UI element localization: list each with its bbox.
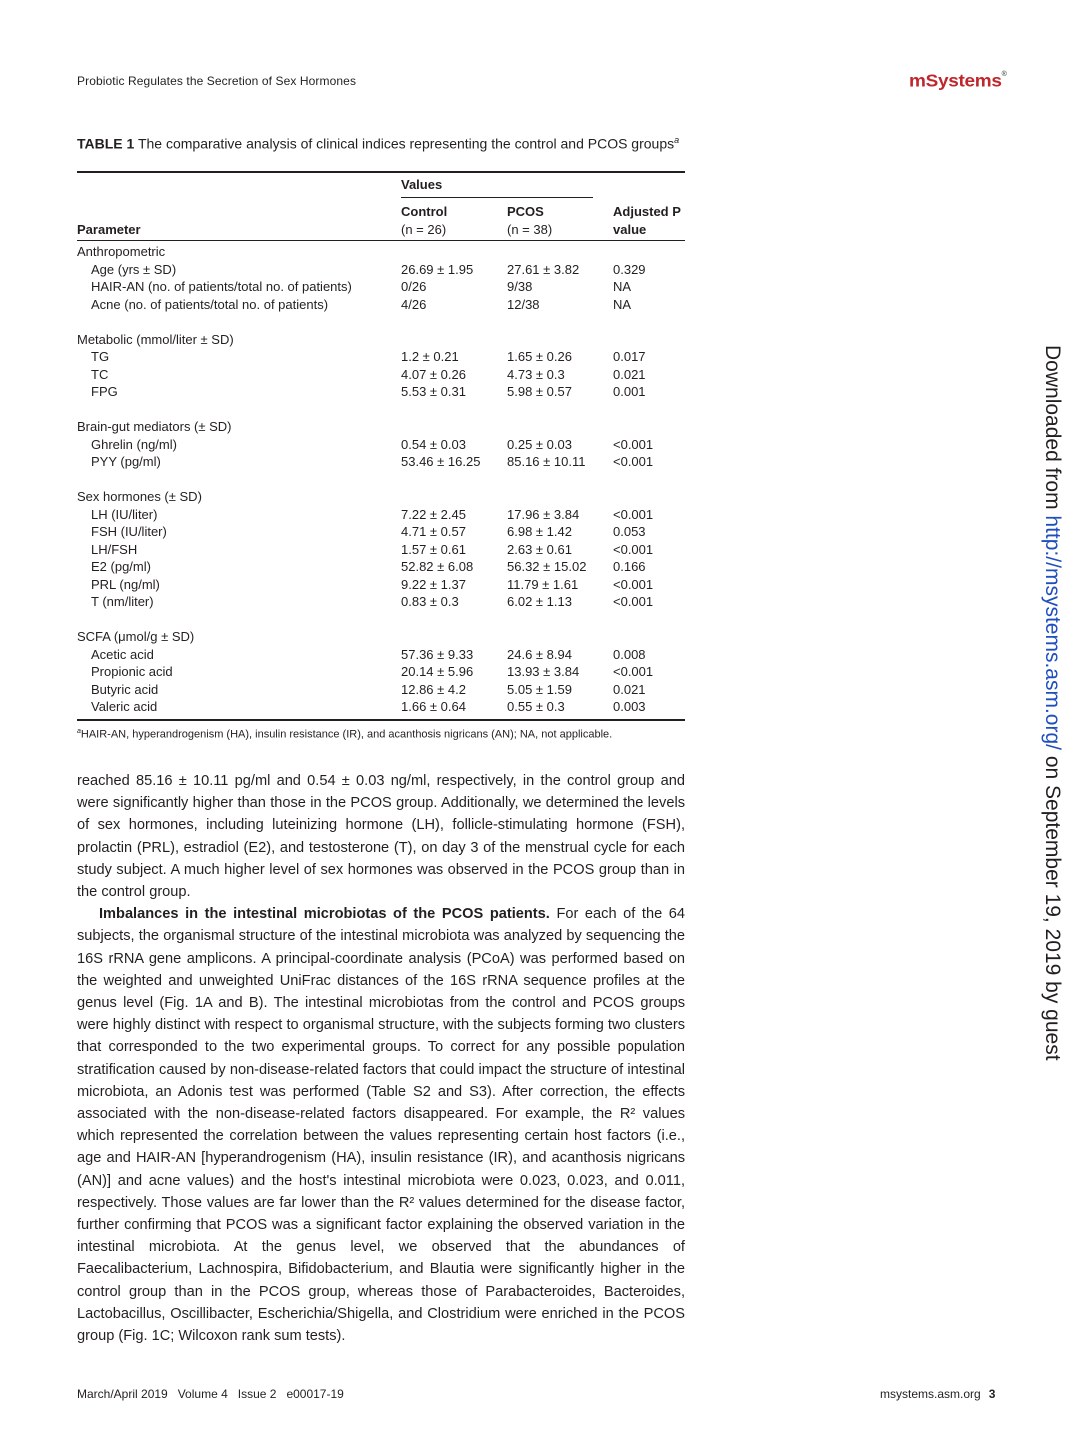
header-adjusted-p: Adjusted P value — [613, 204, 681, 237]
article-body — [77, 770, 685, 1347]
download-watermark: Downloaded from http://msystems.asm.org/ on September 19, 2019 by guest — [1041, 345, 1064, 1061]
body-paragraph: Imbalances in the intestinal microbiotas of the PCOS patients. For each of the 64 subjects, the organismal structure of the intestinal microbiota was analyzed by sequencing the 16S rRNA gene amplicons. A principal-coordinate analysis (PCoA) was performed based on the weighted and unweighted UniFrac distances of the 16S rRNA sequence profiles at the genus level (Fig. 1A and B). The intestinal microbiotas from the control and PCOS groups were highly distinct with respect to organismal structure, with the subjects forming two clusters that corresponded to the two experimental groups. To correct for any possible population stratification caused by non-disease-related factors that could impact the structure of intestinal microbiota, an Adonis test was performed (Table S2 and S3). After correction, the effects associated with the non-disease-related factors disappeared. For example, the R² values which represented the correlation between the values representing certain host factors (i.e., age and HAIR-AN [hyperandrogenism (HA), insulin resistance (IR), and acanthosis nigricans (AN)] and acne values) and the host's intestinal microbiota were 0.023, 0.023, and 0.011, respectively. Those values are far lower than the R² values determined for the disease factor, further confirming that PCOS was a significant factor explaining the observed variation in the intestinal microbiota. At the genus level, we observed that the abundances of Faecalibacterium, Lachnospira, Bifidobacterium, and Blautia were significantly higher in the control group than in the PCOS group, whereas those of Parabacteroides, Bacteroides, Lactobacillus, Oscillibacter, Escherichia/Shigella, and Clostridium were enriched in the PCOS group (Fig. 1C; Wilcoxon rank sum tests). — [77, 906, 685, 1345]
section-heading: Imbalances in the intestinal microbiotas of the PCOS patients. — [99, 906, 550, 923]
table-label: TABLE 1 — [77, 135, 135, 152]
header-values: Values — [401, 177, 443, 192]
download-link[interactable]: http://msystems.asm.org/ — [1041, 515, 1064, 750]
page-number: 3 — [988, 1387, 996, 1401]
table-footnote: $^a$HAIR-AN, hyperandrogenism (HA), insulin resistance (IR), and acanthosis nigricans (AN); NA, not applicable. — [77, 728, 613, 741]
header-control: Control (n = 26) — [401, 204, 448, 237]
table-body: Anthropometric Age (yrs ± SD) 26.69 ± 1.95 27.61 ± 3.82 0.329 HAIR-AN (no. of patients/total no. of patients) 0/26 9/38 NA Acne (no. of patients/total no. of patients) 4/26 12/38 NA Metabolic (mmol/liter ± SD) TG 1.2 ± 0.21 1.65 ± 0.26 0.017 TC 4.07 ± 0.26 4.73 ± 0.3 0.021 FPG 5.53 ± 0.31 5.98 ± 0.57 0.001 Brain-gut mediators (± SD) Ghrelin (ng/ml) 0.54 ± 0.03 0.25 ± 0.03 <0.001 PYY (pg/ml) 53.46 ± 16.25 85.16 ± 10.11 <0.001 Sex hormones (± SD) LH (IU/liter) 7.22 ± 2.45 17.96 ± 3.84 <0.001 FSH (IU/liter) 4.71 ± 0.57 6.98 ± 1.42 0.053 LH/FSH 1.57 ± 0.61 2.63 ± 0.61 <0.001 E2 (pg/ml) 52.82 ± 6.08 56.32 ± 15.02 0.166 PRL (ng/ml) 9.22 ± 1.37 11.79 ± 1.61 <0.001 T (nm/liter) 0.83 ± 0.3 6.02 ± 1.13 <0.001 SCFA (μmol/g ± SD) Acetic acid 57.36 ± 9.33 24.6 ± 8.94 0.008 Propionic acid 20.14 ± 5.96 13.93 ± 3.84 <0.001 Butyric acid 12.86 ± 4.2 5.05 ± 1.59 0.021 Valeric acid 1.66 ± 0.64 0.55 ± 0.3 0.003 — [77, 244, 654, 714]
journal-logo[interactable]: mSystems® — [909, 71, 1007, 92]
header-pcos: PCOS (n = 38) — [507, 204, 553, 237]
running-title: Probiotic Regulates the Secretion of Sex Hormones — [77, 74, 357, 88]
header-parameter: Parameter — [77, 222, 141, 237]
issue-info: March/April 2019 Volume 4 Issue 2 e00017-19 — [77, 1387, 344, 1401]
site-link[interactable]: msystems.asm.org — [880, 1387, 981, 1401]
table-caption-text: The comparative analysis of clinical indices representing the control and PCOS groups — [137, 135, 675, 152]
body-paragraph: reached 85.16 ± 10.11 pg/ml and 0.54 ± 0.03 ng/ml, respectively, in the control group and were significantly higher than those in the PCOS group. Additionally, we determined the levels of sex hormones, including luteinizing hormone (LH), follicle-stimulating hormone (FSH), prolactin (PRL), estradiol (E2), and testosterone (T), on day 3 of the menstrual cycle for each study subject. A much higher level of sex hormones was observed in the PCOS group than in the control group. — [77, 773, 685, 901]
footer-site — [880, 1387, 995, 1401]
caption-footnote-mark: a — [674, 135, 680, 145]
